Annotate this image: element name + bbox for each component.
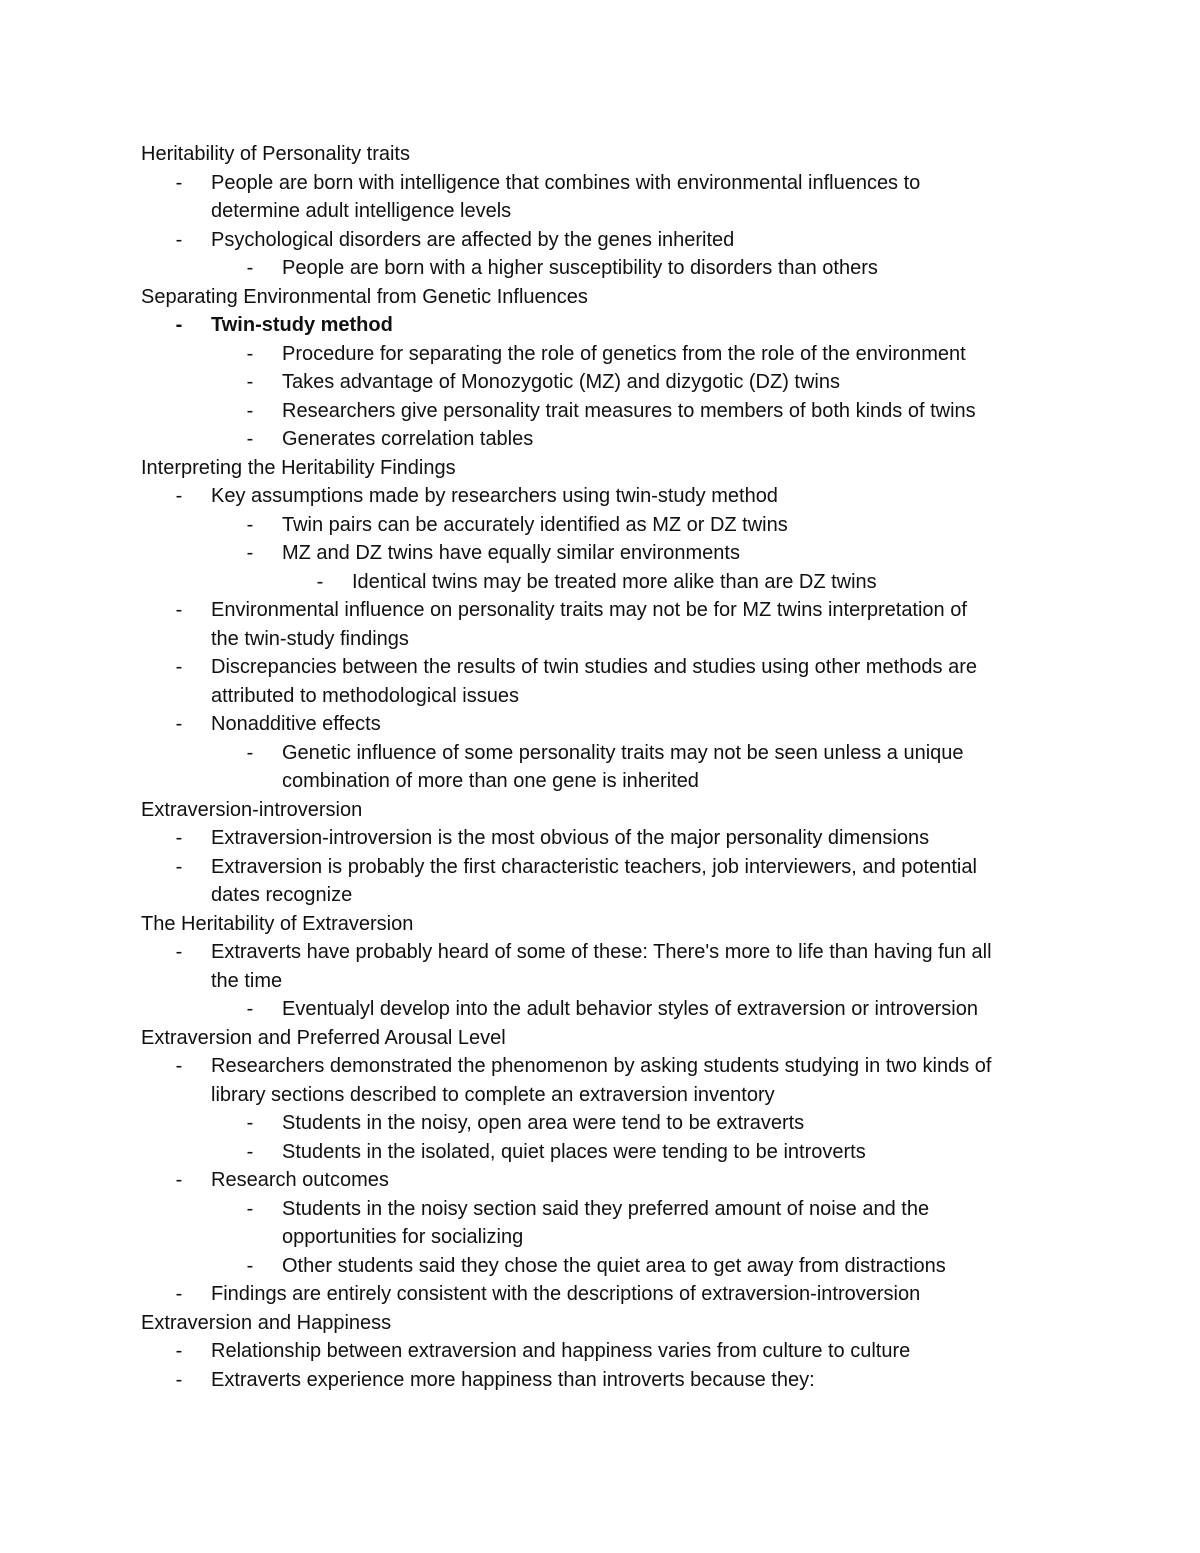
bullet-text: Relationship between extraversion and happiness varies from culture to culture bbox=[211, 1340, 911, 1362]
bullet-line bbox=[0, 967, 1200, 996]
bullet-line bbox=[0, 625, 1200, 654]
bullet-text: Psychological disorders are affected by the genes inherited bbox=[211, 228, 735, 251]
bullet-dash: - bbox=[246, 741, 254, 764]
bullet-dash: - bbox=[246, 513, 254, 536]
bullet-line bbox=[0, 425, 1200, 454]
bullet-line bbox=[0, 340, 1200, 369]
bullet-text: Extraverts experience more happiness than introverts because they: bbox=[211, 1368, 815, 1391]
bullet-text: Twin pairs can be accurately identified as MZ or DZ twins bbox=[282, 513, 788, 536]
bullet-dash: - bbox=[175, 1340, 183, 1362]
document-body bbox=[0, 140, 1200, 1394]
bullet-dash: - bbox=[246, 542, 254, 564]
bullet-text: Other students said they chose the quiet area to get away from distractions bbox=[282, 1254, 946, 1277]
bullet-text: Environmental influence on personality traits may not be for MZ twins interpretation of bbox=[211, 599, 967, 621]
bullet-dash: - bbox=[246, 1140, 254, 1163]
bullet-dash: - bbox=[175, 1055, 183, 1077]
bullet-line bbox=[0, 197, 1200, 226]
bullet-text: Researchers demonstrated the phenomenon by asking students studying in two kinds of bbox=[211, 1055, 992, 1077]
bullet-line bbox=[0, 1195, 1200, 1224]
bullet-text: Procedure for separating the role of genetics from the role of the environment bbox=[282, 342, 966, 365]
bullet-text: Extraversion-introversion is the most obvious of the major personality dimensions bbox=[211, 827, 930, 849]
bullet-dash: - bbox=[175, 485, 183, 507]
bullet-dash: - bbox=[246, 1197, 254, 1220]
bullet-text: Students in the noisy section said they preferred amount of noise and the bbox=[282, 1197, 930, 1220]
bullet-line bbox=[0, 169, 1200, 198]
section-heading: Extraversion-introversion bbox=[141, 798, 363, 821]
bullet-line bbox=[0, 254, 1200, 283]
bullet-dash: - bbox=[175, 228, 183, 251]
bullet-text-continuation: the twin-study findings bbox=[211, 627, 409, 650]
bullet-line bbox=[0, 226, 1200, 255]
bullet-dash: - bbox=[175, 171, 183, 194]
bullet-text: Research outcomes bbox=[211, 1169, 389, 1191]
bullet-line bbox=[0, 824, 1200, 853]
bullet-text: Eventualyl develop into the adult behavior styles of extraversion or introversion bbox=[282, 998, 978, 1020]
bullet-dash: - bbox=[246, 257, 254, 279]
bullet-line bbox=[0, 397, 1200, 426]
bullet-text-continuation: dates recognize bbox=[211, 884, 353, 906]
bullet-dash: - bbox=[175, 827, 183, 849]
section-heading: Heritability of Personality traits bbox=[141, 143, 410, 165]
bullet-text: Key assumptions made by researchers using twin-study method bbox=[211, 485, 778, 507]
bullet-text-continuation: attributed to methodological issues bbox=[211, 684, 519, 707]
bullet-text: People are born with intelligence that combines with environmental influences to bbox=[211, 171, 921, 194]
bullet-text: Nonadditive effects bbox=[211, 713, 381, 735]
bullet-line bbox=[0, 710, 1200, 739]
bullet-line bbox=[0, 1138, 1200, 1167]
bullet-line bbox=[0, 1081, 1200, 1110]
bullet-line bbox=[0, 539, 1200, 568]
bullet-dash: - bbox=[246, 998, 254, 1020]
bullet-dash: - bbox=[175, 1368, 183, 1391]
bullet-line bbox=[0, 1280, 1200, 1309]
bullet-dash: - bbox=[175, 1283, 183, 1305]
bullet-dash: - bbox=[246, 342, 254, 365]
bullet-line bbox=[0, 1166, 1200, 1195]
bullet-dash: - bbox=[175, 713, 183, 735]
bullet-line bbox=[0, 938, 1200, 967]
bullet-line bbox=[0, 482, 1200, 511]
bullet-dash: - bbox=[175, 941, 183, 963]
bullet-dash: - bbox=[246, 371, 254, 393]
bullet-text: Researchers give personality trait measures to members of both kinds of twins bbox=[282, 399, 976, 422]
bullet-text-continuation: library sections described to complete an extraversion inventory bbox=[211, 1083, 775, 1106]
bullet-text: Students in the isolated, quiet places were tending to be introverts bbox=[282, 1140, 866, 1163]
section-heading: Extraversion and Happiness bbox=[141, 1311, 392, 1334]
bullet-text: Takes advantage of Monozygotic (MZ) and dizygotic (DZ) twins bbox=[282, 371, 840, 393]
bullet-line bbox=[0, 1223, 1200, 1252]
bullet-dash: - bbox=[175, 1169, 183, 1191]
bullet-line bbox=[0, 881, 1200, 910]
bullet-text: Twin-study method bbox=[211, 314, 393, 336]
bullet-text-continuation: combination of more than one gene is inherited bbox=[282, 770, 699, 792]
bullet-text: Discrepancies between the results of twin studies and studies using other methods are bbox=[211, 656, 977, 678]
bullet-text: Identical twins may be treated more alike than are DZ twins bbox=[352, 570, 877, 593]
bullet-dash: - bbox=[246, 1112, 254, 1134]
bullet-line bbox=[0, 1252, 1200, 1281]
bullet-line bbox=[0, 311, 1200, 340]
bullet-text-continuation: the time bbox=[211, 969, 283, 992]
bullet-dash: - bbox=[175, 314, 183, 336]
bullet-line bbox=[0, 1052, 1200, 1081]
bullet-text: Extraverts have probably heard of some of these: There's more to life than having fun all bbox=[211, 941, 992, 963]
bullet-text: Genetic influence of some personality traits may not be seen unless a unique bbox=[282, 741, 964, 764]
bullet-line bbox=[0, 1366, 1200, 1395]
bullet-line bbox=[0, 767, 1200, 796]
bullet-line bbox=[0, 1337, 1200, 1366]
bullet-text-continuation: determine adult intelligence levels bbox=[211, 200, 512, 222]
bullet-dash: - bbox=[175, 855, 183, 878]
section-heading: Interpreting the Heritability Findings bbox=[141, 456, 456, 479]
bullet-text: Extraversion is probably the first characteristic teachers, job interviewers, and potential bbox=[211, 855, 977, 878]
section-heading: Extraversion and Preferred Arousal Level bbox=[141, 1026, 506, 1049]
bullet-dash: - bbox=[175, 599, 183, 621]
bullet-dash: - bbox=[246, 428, 254, 450]
bullet-dash: - bbox=[316, 570, 324, 593]
bullet-line bbox=[0, 853, 1200, 882]
section-heading: Separating Environmental from Genetic Influences bbox=[141, 285, 588, 308]
bullet-dash: - bbox=[175, 656, 183, 678]
bullet-dash: - bbox=[246, 399, 254, 422]
bullet-line bbox=[0, 682, 1200, 711]
bullet-line bbox=[0, 511, 1200, 540]
bullet-line bbox=[0, 368, 1200, 397]
bullet-text: MZ and DZ twins have equally similar environments bbox=[282, 542, 740, 564]
bullet-text: People are born with a higher susceptibility to disorders than others bbox=[282, 257, 878, 279]
bullet-text-continuation: opportunities for socializing bbox=[282, 1226, 524, 1248]
bullet-line bbox=[0, 739, 1200, 768]
bullet-line bbox=[0, 596, 1200, 625]
bullet-line bbox=[0, 653, 1200, 682]
bullet-line bbox=[0, 995, 1200, 1024]
section-heading: The Heritability of Extraversion bbox=[141, 912, 414, 935]
bullet-text: Students in the noisy, open area were tend to be extraverts bbox=[282, 1112, 805, 1134]
bullet-dash: - bbox=[246, 1254, 254, 1277]
bullet-line bbox=[0, 568, 1200, 597]
bullet-text: Findings are entirely consistent with the descriptions of extraversion-introversion bbox=[211, 1283, 921, 1305]
bullet-line bbox=[0, 1109, 1200, 1138]
bullet-text: Generates correlation tables bbox=[282, 428, 534, 450]
